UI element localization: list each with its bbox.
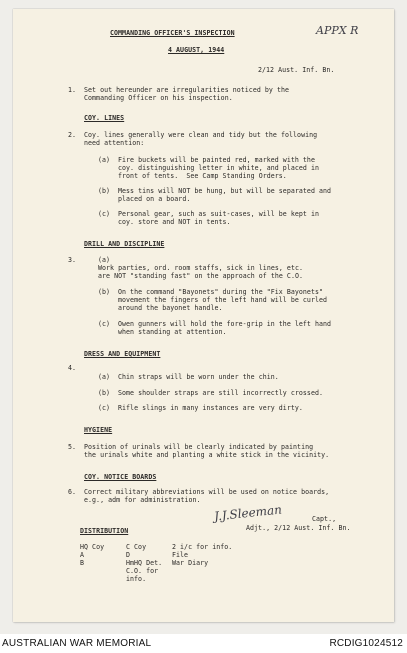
para-3a-line-2: are NOT "standing fast" on the approach of the C.O. [98, 272, 304, 280]
para-5-number: 5. [68, 443, 77, 451]
distribution-col1-item: HQ Coy [80, 543, 105, 551]
distribution-col3-item: War Diary [172, 559, 209, 567]
para-3c-line-2: when standing at attention. [118, 328, 227, 336]
para-2a-label: (a) [98, 156, 111, 164]
distribution-col3-item: 2 i/c for info. [172, 543, 233, 551]
para-3c-label: (c) [98, 320, 111, 328]
para-3a-label: (a) [98, 256, 111, 264]
signature-rank: Capt., [312, 515, 337, 523]
distribution-col2-item: D [126, 551, 131, 559]
para-4c-text: Rifle slings in many instances are very dirty. [118, 404, 303, 412]
document-title: COMMANDING OFFICER'S INSPECTION [110, 29, 235, 37]
para-4-number: 4. [68, 364, 77, 372]
section-heading-hygiene: HYGIENE [84, 426, 113, 434]
para-2c-line-2: coy. store and NOT in tents. [118, 218, 231, 226]
section-heading-coy-lines: COY. LINES [84, 114, 125, 122]
section-heading-dress: DRESS AND EQUIPMENT [84, 350, 161, 358]
para-1-number: 1. [68, 86, 77, 94]
para-4c-label: (c) [98, 404, 111, 412]
section-heading-notice-boards: COY. NOTICE BOARDS [84, 473, 157, 481]
para-1-line-2: Commanding Officer on his inspection. [84, 94, 233, 102]
para-3c-line-1: Owen gunners will hold the fore-grip in the left hand [118, 320, 332, 328]
distribution-col1-item: B [80, 559, 85, 567]
handwritten-signature: J.J.Sleeman [213, 502, 283, 524]
para-3b-line-1: On the command "Bayonets" during the "Fix Bayonets" [118, 288, 324, 296]
distribution-col1-item: A [80, 551, 85, 559]
para-5-line-1: Position of urinals will be clearly indicated by painting [84, 443, 314, 451]
para-3b-label: (b) [98, 288, 111, 296]
distribution-col3-item: File [172, 551, 189, 559]
distribution-col2-item: C Coy [126, 543, 147, 551]
para-4b-text: Some shoulder straps are still incorrectly crossed. [118, 389, 324, 397]
distribution-heading: DISTRIBUTION [80, 527, 129, 535]
distribution-col2-item: HmHQ Det. [126, 559, 163, 567]
footer-institution: AUSTRALIAN WAR MEMORIAL [2, 638, 152, 649]
para-2b-line-2: placed on a board. [118, 195, 191, 203]
document-date: 4 AUGUST, 1944 [168, 46, 225, 54]
para-6-number: 6. [68, 488, 77, 496]
para-4a-label: (a) [98, 373, 111, 381]
distribution-col2-item: C.O. for [126, 567, 159, 575]
para-2-number: 2. [68, 131, 77, 139]
para-2a-line-2: coy. distinguishing letter in white, and placed in [118, 164, 319, 172]
para-6-line-1: Correct military abbreviations will be used on notice boards, [84, 488, 330, 496]
para-3b-line-2: movement the fingers of the left hand will be curled [118, 296, 328, 304]
appendix-annotation: APPX R [316, 24, 359, 37]
distribution-col2-item: info. [126, 575, 147, 583]
para-1-line-1: Set out hereunder are irregularities noticed by the [84, 86, 290, 94]
para-4a-text: Chin straps will be worn under the chin. [118, 373, 279, 381]
para-2-line-2: need attention: [84, 139, 145, 147]
para-3b-line-3: around the bayonet handle. [118, 304, 223, 312]
unit-name: 2/12 Aust. Inf. Bn. [258, 66, 335, 74]
section-heading-drill: DRILL AND DISCIPLINE [84, 240, 165, 248]
para-2c-line-1: Personal gear, such as suit-cases, will be kept in [118, 210, 319, 218]
para-2a-line-1: Fire buckets will be painted red, marked with the [118, 156, 315, 164]
footer-record-id: RCDIG1024512 [329, 638, 403, 649]
para-2c-label: (c) [98, 210, 111, 218]
para-3a-line-1: Work parties, ord. room staffs, sick in lines, etc. [98, 264, 304, 272]
para-3-number: 3. [68, 256, 77, 264]
para-5-line-2: the urinals white and planting a white stick in the vicinity. [84, 451, 330, 459]
para-2b-line-1: Mess tins will NOT be hung, but will be separated and [118, 187, 332, 195]
para-2a-line-3: front of tents. See Camp Standing Orders. [118, 172, 287, 180]
para-2b-label: (b) [98, 187, 111, 195]
para-4b-label: (b) [98, 389, 111, 397]
para-2-line-1: Coy. lines generally were clean and tidy but the following [84, 131, 318, 139]
para-6-line-2: e.g., adm for administration. [84, 496, 201, 504]
signature-appointment: Adjt., 2/12 Aust. Inf. Bn. [246, 524, 351, 532]
